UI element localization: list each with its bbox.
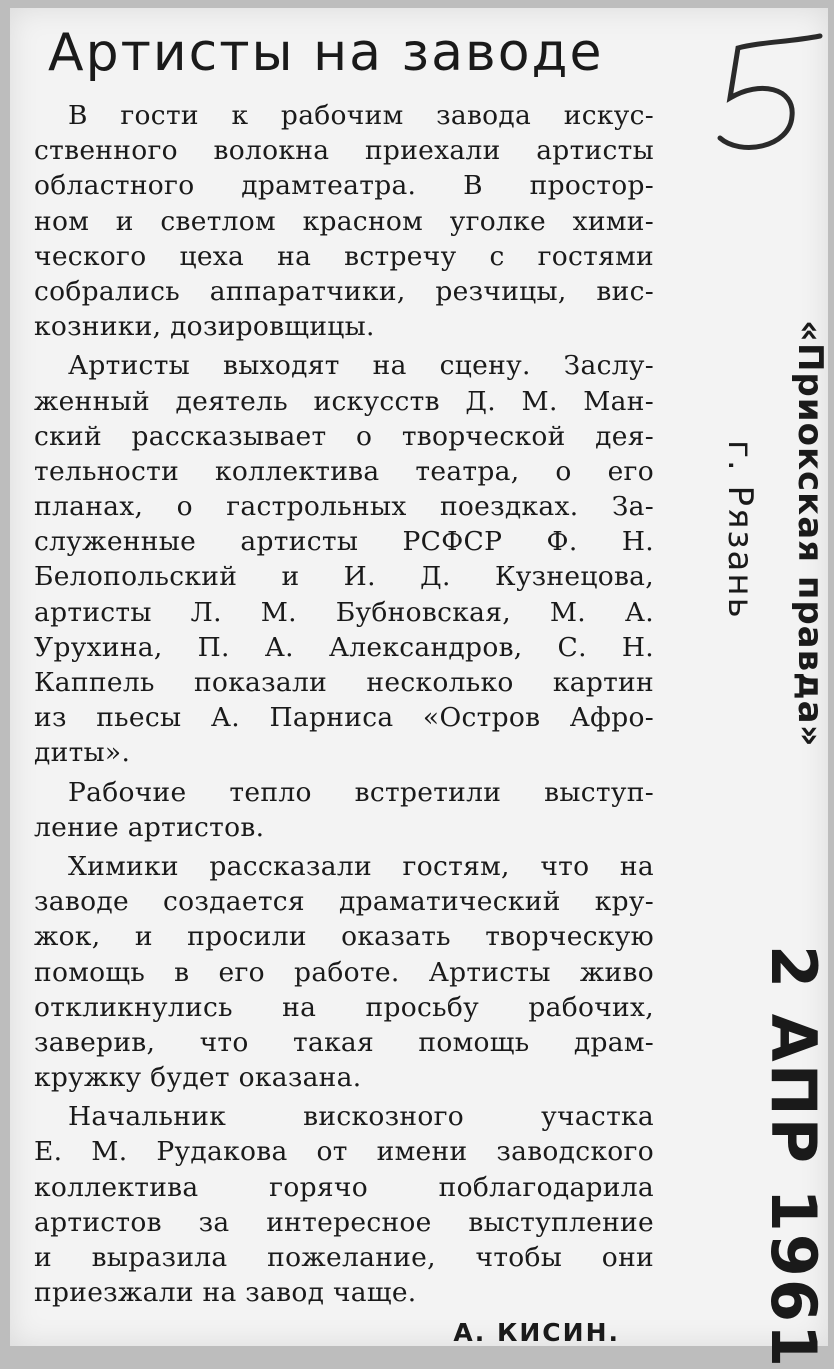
article-line: Начальник вискозного участка: [68, 1101, 654, 1133]
article-paragraph: [34, 98, 654, 344]
handwritten-number-5: [700, 28, 830, 178]
article-line: приезжали на завод чаще.: [34, 1277, 417, 1309]
article-line: служенные артисты РСФСР Ф. Н.: [34, 526, 654, 558]
article-line: из пьесы А. Парниса «Остров Афро-: [34, 702, 654, 734]
article-line: областного драмтеатра. В простор-: [34, 170, 654, 202]
article-line: ление артистов.: [34, 811, 265, 843]
article-line: и выразила пожелание, чтобы они: [34, 1242, 654, 1273]
article-line: заводе создается драматический кру-: [34, 886, 654, 918]
article-line: Рабочие тепло встретили выступ-: [68, 776, 654, 808]
article-line: тельности коллектива театра, о его: [34, 455, 654, 487]
article-line: В гости к рабочим завода искус-: [68, 100, 654, 131]
article-line: откликнулись на просьбу рабочих,: [34, 991, 654, 1023]
article-line: козники, дозировщицы.: [34, 311, 375, 343]
article-body: [34, 98, 654, 1310]
city-name: г. Рязань: [720, 440, 760, 620]
author-signature: А. КИСИН.: [453, 1318, 620, 1348]
article-paragraph: [34, 1099, 654, 1310]
article-line: собрались аппаратчики, резчицы, вис-: [34, 275, 654, 307]
article-line: ский рассказывает о творческой дея-: [34, 420, 654, 452]
article-line: Артисты выходят на сцену. Заслу-: [68, 350, 654, 382]
article-line: Каппель показали несколько картин: [34, 667, 654, 698]
article-line: ственного волокна приехали артисты: [34, 135, 654, 167]
article-line: ческого цеха на встречу с гостями: [34, 240, 654, 272]
article-line: диты».: [34, 737, 131, 769]
article-line: жок, и просили оказать творческую: [34, 921, 654, 953]
article-line: планах, о гастрольных поездках. За-: [34, 491, 654, 523]
article-line: ном и светлом красном уголке хими-: [34, 205, 654, 237]
article-line: артистов за интересное выступление: [34, 1206, 654, 1238]
article-line: заверив, что такая помощь драм-: [34, 1026, 654, 1058]
newspaper-name: «Приокская правда»: [790, 320, 830, 748]
article-line: коллектива горячо поблагодарила: [34, 1171, 654, 1203]
article-line: помощь в его работе. Артисты живо: [34, 956, 654, 988]
newspaper-clipping: [10, 8, 828, 1346]
article-line: женный деятель искусств Д. М. Ман-: [34, 385, 654, 417]
article-title: Артисты на заводе: [48, 23, 604, 83]
article-line: Е. М. Рудакова от имени заводского: [34, 1136, 654, 1168]
article-line: артисты Л. М. Бубновская, М. А.: [34, 596, 654, 628]
article: [34, 22, 654, 1348]
date-stamp: 2 АПР 1961: [757, 945, 830, 1369]
article-line: Урухина, П. А. Александров, С. Н.: [34, 631, 654, 663]
article-line: Белопольский и И. Д. Кузнецова,: [34, 561, 654, 593]
article-line: кружку будет оказана.: [34, 1062, 362, 1094]
article-paragraph: [34, 348, 654, 770]
article-line: Химики рассказали гостям, что на: [68, 850, 654, 882]
article-paragraph: [34, 849, 654, 1095]
article-paragraph: [34, 775, 654, 845]
